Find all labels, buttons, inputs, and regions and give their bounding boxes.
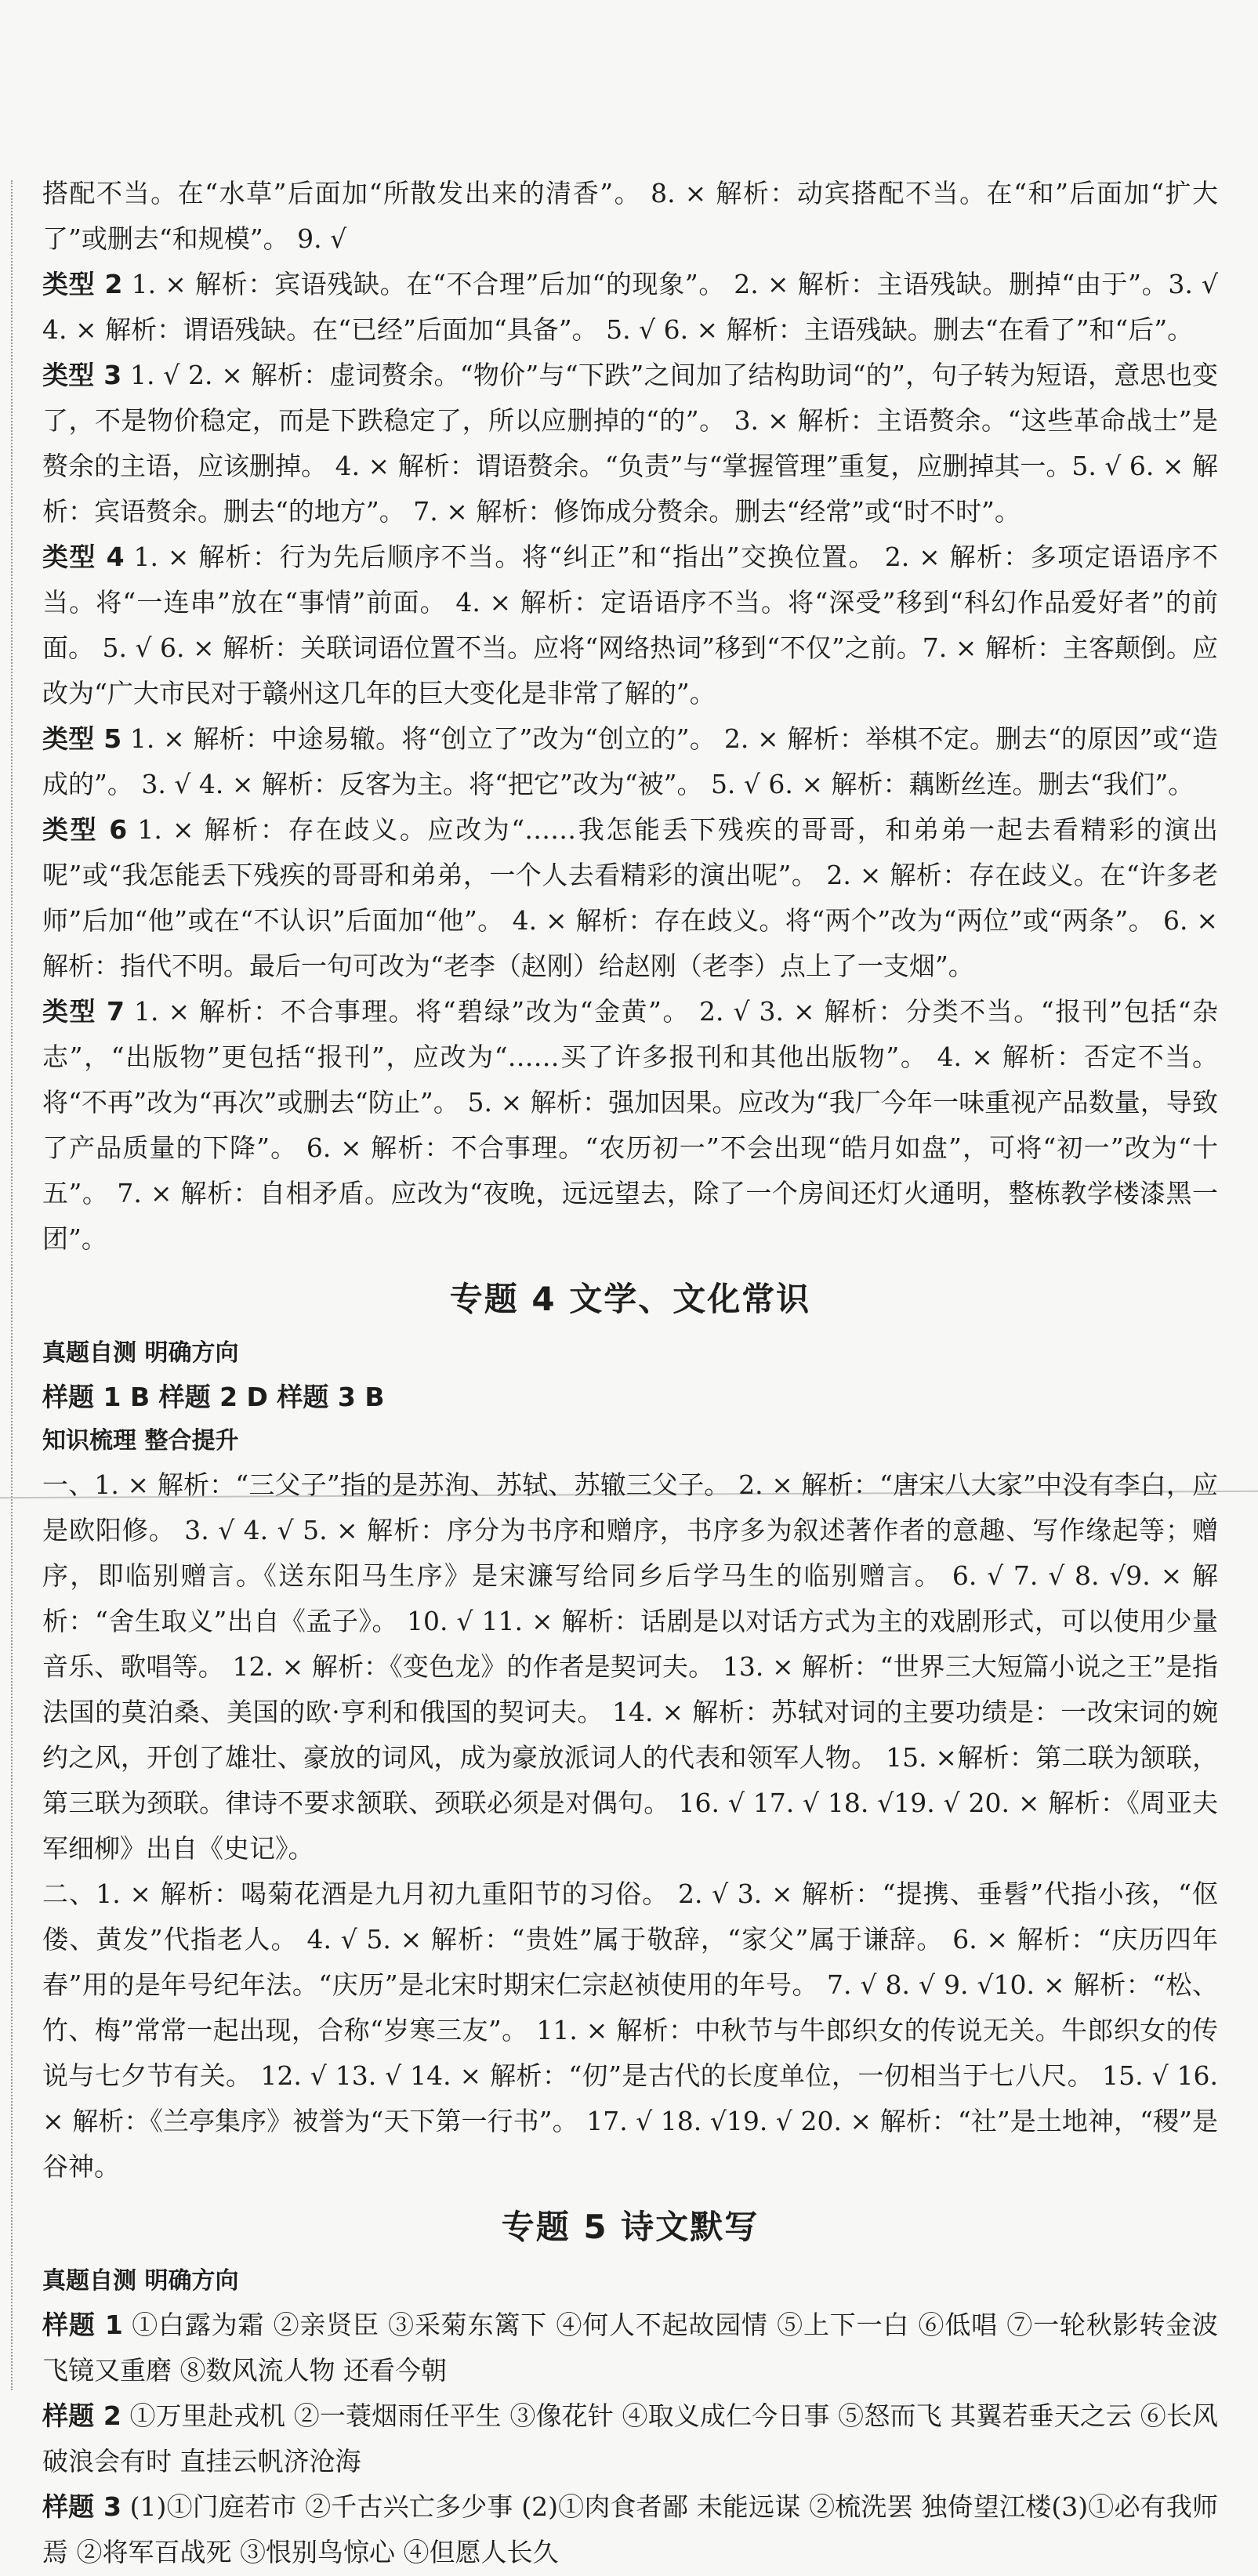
type-3-answers <box>42 353 1218 534</box>
topic-5-subheading-test: 真题自测 明确方向 <box>42 2267 239 2295</box>
topic-5-sample-2 <box>42 2393 1218 2484</box>
type-text: 1. × 解析：宾语残缺。在“不合理”后加“的现象”。 2. × 解析：主语残缺。删掉“由于”。3. √ 4. × 解析：谓语残缺。在“已经”后面加“具备”。 5. √ 6. × 解析：主语残缺。删去“在看了”和“后”。 <box>42 269 1218 345</box>
type-label: 类型 5 <box>42 723 122 754</box>
paragraph-continued: 搭配不当。在“水草”后面加“所散发出来的清香”。 8. × 解析：动宾搭配不当。在“和”后面加“扩大了”或删去“和规模”。 9. √ <box>42 178 1218 254</box>
sample-text: ①万里赴戎机 ②一蓑烟雨任平生 ③像花针 ④取义成仁今日事 ⑤怒而飞 其翼若垂天之云 ⑥长风破浪会有时 直挂云帆济沧海 <box>42 2400 1218 2476</box>
type-label: 类型 6 <box>42 814 128 845</box>
answer-content <box>42 171 1218 2575</box>
topic-4-subheading-test: 真题自测 明确方向 <box>42 1339 239 1367</box>
topic-5-sample-1 <box>42 2302 1218 2393</box>
topic-4-part-2: 二、1. × 解析：喝菊花酒是九月初九重阳节的习俗。 2. √ 3. × 解析：“提携、垂髫”代指小孩，“伛偻、黄发”代指老人。 4. √ 5. × 解析：“贵姓”属于敬辞，“家父”属于谦辞。 6. × 解析：“庆历四年春”用的是年号纪年法。“庆历”是北宋时期宋仁宗赵祯使用的年号。 7. √ 8. √ 9. √10. × 解析：“松、竹、梅”常常一起出现，合称“岁寒三友”。 11. × 解析：中秋节与牛郎织女的传说无关。牛郎织女的传说与七夕节有关。 12. √ 13. √ 14. × 解析：“仞”是古代的长度单位，一仞相当于七八尺。 15. √ 16. × 解析：《兰亭集序》被誉为“天下第一行书”。 17. √ 18. √19. √ 20. × 解析：“社”是土地神，“稷”是谷神。 <box>42 1879 1218 2182</box>
binding-margin-line <box>11 180 13 2390</box>
type-4-answers <box>42 534 1218 716</box>
type-text: 1. × 解析：存在歧义。应改为“……我怎能丢下残疾的哥哥，和弟弟一起去看精彩的演出呢”或“我怎能丢下残疾的哥哥和弟弟，一个人去看精彩的演出呢”。 2. × 解析：存在歧义。在“许多老师”后加“他”或在“不认识”后面加“他”。 4. × 解析：存在歧义。将“两个”改为“两位”或“两条”。 6. × 解析：指代不明。最后一句可改为“老李（赵刚）给赵刚（老李）点上了一支烟”。 <box>42 814 1218 981</box>
type-label: 类型 3 <box>42 360 122 390</box>
topic-5-heading: 专题 5 诗文默写 <box>501 2208 760 2246</box>
type-label: 类型 7 <box>42 996 125 1027</box>
topic-4-sample-answers: 样题 1 B 样题 2 D 样题 3 B <box>42 1382 385 1412</box>
type-label: 类型 2 <box>42 269 123 299</box>
sample-label: 样题 1 <box>42 2310 123 2340</box>
sample-label: 样题 2 <box>42 2400 121 2431</box>
topic-5-sample-3 <box>42 2484 1218 2575</box>
type-text: 1. × 解析：不合事理。将“碧绿”改为“金黄”。 2. √ 3. × 解析：分类不当。“报刊”包括“杂志”，“出版物”更包括“报刊”，应改为“……买了许多报刊和其他出版物”。 4. × 解析：否定不当。将“不再”改为“再次”或删去“防止”。 5. × 解析：强加因果。应改为“我厂今年一味重视产品数量，导致了产品质量的下降”。 6. × 解析：不合事理。“农历初一”不会出现“皓月如盘”，可将“初一”改为“十五”。 7. × 解析：自相矛盾。应改为“夜晚，远远望去，除了一个房间还灯火通明，整栋教学楼漆黑一团”。 <box>42 996 1218 1254</box>
topic-4-part-1: 一、1. × 解析：“三父子”指的是苏洵、苏轼、苏辙三父子。 2. × 解析：“唐宋八大家”中没有李白，应是欧阳修。 3. √ 4. √ 5. × 解析：序分为书序和赠序，书序多为叙述著作者的意趣、写作缘起等；赠序，即临别赠言。《送东阳马生序》是宋濂写给同乡后学马生的临别赠言。 6. √ 7. √ 8. √9. × 解析：“舍生取义”出自《孟子》。 10. √ 11. × 解析：话剧是以对话方式为主的戏剧形式，可以使用少量音乐、歌唱等。 12. × 解析：《变色龙》的作者是契诃夫。 13. × 解析：“世界三大短篇小说之王”是指法国的莫泊桑、美国的欧·亨利和俄国的契诃夫。 14. × 解析：苏轼对词的主要功绩是：一改宋词的婉约之风，开创了雄壮、豪放的词风，成为豪放派词人的代表和领军人物。 15. ×解析：第二联为颔联，第三联为颈联。律诗不要求颔联、颈联必须是对偶句。 16. √ 17. √ 18. √19. √ 20. × 解析：《周亚夫军细柳》出自《史记》。 <box>42 1469 1218 1864</box>
type-2-answers <box>42 262 1218 353</box>
type-text: 1. × 解析：中途易辙。将“创立了”改为“创立的”。 2. × 解析：举棋不定。删去“的原因”或“造成的”。 3. √ 4. × 解析：反客为主。将“把它”改为“被”。 5. √ 6. × 解析：藕断丝连。删去“我们”。 <box>42 723 1218 799</box>
type-6-answers <box>42 807 1218 989</box>
type-text: 1. √ 2. × 解析：虚词赘余。“物价”与“下跌”之间加了结构助词“的”，句子转为短语，意思也变了，不是物价稳定，而是下跌稳定了，所以应删掉的“的”。 3. × 解析：主语赘余。“这些革命战士”是赘余的主语，应该删掉。 4. × 解析：谓语赘余。“负责”与“掌握管理”重复，应删掉其一。5. √ 6. × 解析：宾语赘余。删去“的地方”。 7. × 解析：修饰成分赘余。删去“经常”或“时不时”。 <box>42 360 1218 527</box>
topic-4-subheading-review: 知识梳理 整合提升 <box>42 1427 239 1455</box>
type-label: 类型 4 <box>42 542 125 572</box>
type-7-answers <box>42 989 1218 1262</box>
sample-label: 样题 3 <box>42 2491 121 2522</box>
topic-4-heading: 专题 4 文学、文化常识 <box>449 1280 811 1318</box>
type-text: 1. × 解析：行为先后顺序不当。将“纠正”和“指出”交换位置。 2. × 解析：多项定语语序不当。将“一连串”放在“事情”前面。 4. × 解析：定语语序不当。将“深受”移到“科幻作品爱好者”的前面。 5. √ 6. × 解析：关联词语位置不当。应将“网络热词”移到“不仅”之前。7. × 解析：主客颠倒。应改为“广大市民对于赣州这几年的巨大变化是非常了解的”。 <box>42 542 1218 708</box>
sample-text: (1)①门庭若市 ②千古兴亡多少事 (2)①肉食者鄙 未能远谋 ②梳洗罢 独倚望江楼(3)①必有我师焉 ②将军百战死 ③恨别鸟惊心 ④但愿人长久 <box>42 2491 1218 2567</box>
type-5-answers <box>42 716 1218 807</box>
sample-text: ①白露为霜 ②亲贤臣 ③采菊东篱下 ④何人不起故园情 ⑤上下一白 ⑥低唱 ⑦一轮秋影转金波 飞镜又重磨 ⑧数风流人物 还看今朝 <box>42 2310 1218 2386</box>
